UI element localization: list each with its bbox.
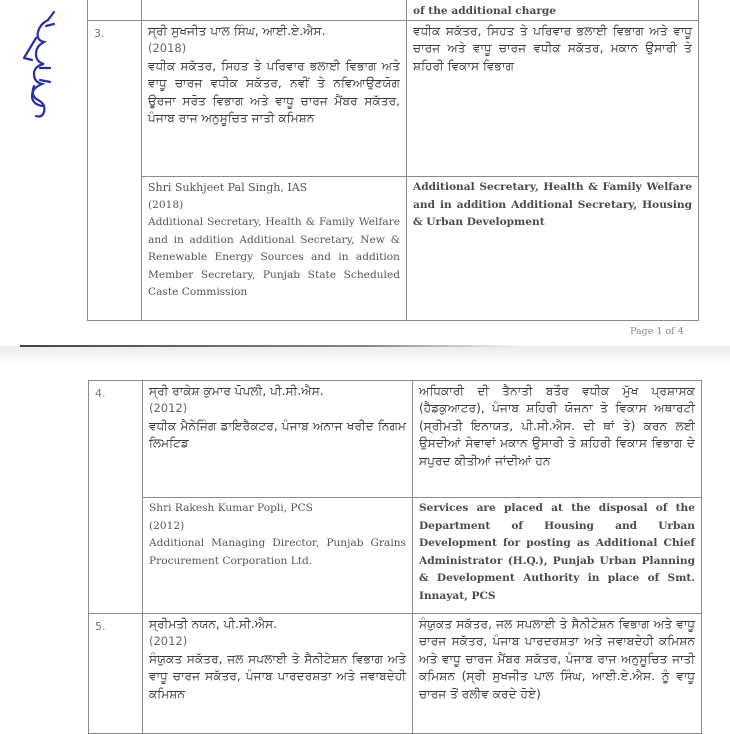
continued-posting-text: of the additional charge	[413, 4, 557, 17]
table-row-4-punjabi	[89, 381, 702, 498]
batch-year-pa: (2012)	[149, 634, 188, 649]
officer-name-en: Shri Sukhjeet Pal Singh, IAS	[148, 181, 308, 194]
batch-year-pa: (2018)	[148, 41, 187, 56]
table-row-continued	[88, 0, 699, 21]
page-gap	[0, 346, 730, 366]
document-page-1	[0, 0, 730, 348]
officer-name-en: Shri Rakesh Kumar Popli, PCS	[149, 502, 313, 514]
new-posting-en: Services are placed at the disposal of the Department of Housing and Urban Development for posting as Additional Chief Administrator (H.Q.), Punjab Urban Planning & Development Authority in place of Smt. Innayat, PCS	[419, 502, 695, 602]
current-posting-en: Additional Managing Director, Punjab Grains Procurement Corporation Ltd.	[149, 537, 406, 567]
row-number: 3.	[94, 27, 105, 40]
document-page-2	[0, 366, 730, 721]
transfer-table-page-1	[87, 0, 699, 321]
page-separator	[20, 345, 520, 347]
current-posting-en: Additional Secretary, Health & Family Welfare and in addition Additional Secretary, New & Renewable Energy Sources and in addition Member Secretary, Punjab State Scheduled Caste Commission	[148, 216, 400, 298]
current-posting-pa: ਵਧੀਕ ਸਕੱਤਰ, ਸਿਹਤ ਤੇ ਪਰਿਵਾਰ ਭਲਾਈ ਵਿਭਾਗ ਅਤੇ ਵਾਧੂ ਚਾਰਜ ਵਧੀਕ ਸਕੱਤਰ, ਨਵੀਂ ਤੇ ਨਵਿਆਉਣਯੋਗ ਊਰਜਾ ਸਰੋਤ ਵਿਭਾਗ ਅਤੇ ਵਾਧੂ ਚਾਰਜ ਮੈਂਬਰ ਸਕੱਤਰ, ਪੰਜਾਬ ਰਾਜ ਅਨੁਸੂਚਿਤ ਜਾਤੀ ਕਮਿਸ਼ਨ	[148, 58, 400, 126]
officer-name-pa: ਸ੍ਰੀ ਸੁਖਜੀਤ ਪਾਲ ਸਿੰਘ, ਆਈ.ਏ.ਐਸ.	[148, 24, 326, 38]
batch-year-pa: (2012)	[149, 401, 188, 416]
current-posting-pa: ਵਧੀਕ ਮੈਨੇਜਿੰਗ ਡਾਇਰੈਕਟਰ, ਪੰਜਾਬ ਅਨਾਜ ਖਰੀਦ ਨਿਗਮ ਲਿਮਟਿਡ	[149, 418, 406, 451]
transfer-table-page-2	[88, 380, 702, 734]
batch-year-en: (2012)	[149, 519, 185, 532]
table-row-4-english	[89, 498, 702, 614]
new-posting-pa: ਅਧਿਕਾਰੀ ਦੀ ਤੈਨਾਤੀ ਬਤੌਰ ਵਧੀਕ ਮੁੱਖ ਪ੍ਰਸ਼ਾਸਕ (ਹੈਡਕੁਆਟਰ), ਪੰਜਾਬ ਸ਼ਹਿਰੀ ਯੋਜਨਾ ਤੇ ਵਿਕਾਸ ਅਥਾਰਟੀ (ਸ੍ਰੀਮਤੀ ਇਨਾਯਤ, ਪੀ.ਸੀ.ਐਸ. ਦੀ ਥਾਂ ਤੇ) ਕਰਨ ਲਈ ਉਸਦੀਆਂ ਸੇਵਾਵਾਂ ਮਕਾਨ ਉਸਾਰੀ ਤੇ ਸ਼ਹਿਰੀ ਵਿਕਾਸ ਵਿਭਾਗ ਦੇ ਸਪੁਰਦ ਕੀਤੀਆਂ ਜਾਂਦੀਆਂ ਹਨ	[419, 384, 695, 468]
new-posting-pa: ਵਧੀਕ ਸਕੱਤਰ, ਸਿਹਤ ਤੇ ਪਰਿਵਾਰ ਭਲਾਈ ਵਿਭਾਗ ਅਤੇ ਵਾਧੂ ਚਾਰਜ ਅਤੇ ਵਾਧੂ ਚਾਰਜ ਵਧੀਕ ਸਕੱਤਰ, ਮਕਾਨ ਉਸਾਰੀ ਤੇ ਸ਼ਹਿਰੀ ਵਿਕਾਸ ਵਿਭਾਗ	[413, 24, 692, 73]
officer-name-pa: ਸ੍ਰੀਮਤੀ ਨਯਨ, ਪੀ.ਸੀ.ਐਸ.	[149, 617, 278, 631]
table-row-3-punjabi	[88, 21, 699, 177]
current-posting-pa: ਸੰਯੁਕਤ ਸਕੱਤਰ, ਜਲ ਸਪਲਾਈ ਤੇ ਸੈਨੀਟੇਸ਼ਨ ਵਿਭਾਗ ਅਤੇ ਵਾਧੂ ਚਾਰਜ ਸਕੱਤਰ, ਪੰਜਾਬ ਪਾਰਦਰਸ਼ਤਾ ਅਤੇ ਜਵਾਬਦੇਹੀ ਕਮਿਸ਼ਨ	[149, 651, 406, 701]
officer-name-pa: ਸ੍ਰੀ ਰਾਕੇਸ਼ ਕੁਮਾਰ ਪੋਪਲੀ, ਪੀ.ਸੀ.ਐਸ.	[149, 384, 324, 398]
row-number: 5.	[95, 620, 106, 633]
row-number: 4.	[95, 387, 106, 400]
new-posting-pa: ਸੰਯੁਕਤ ਸਕੱਤਰ, ਜਲ ਸਪਲਾਈ ਤੇ ਸੈਨੀਟੇਸ਼ਨ ਵਿਭਾਗ ਅਤੇ ਵਾਧੂ ਚਾਰਜ ਸਕੱਤਰ, ਪੰਜਾਬ ਪਾਰਦਰਸ਼ਤਾ ਅਤੇ ਜਵਾਬਦੇਹੀ ਕਮਿਸ਼ਨ ਅਤੇ ਵਾਧੂ ਚਾਰਜ ਮੈਂਬਰ ਸਕੱਤਰ, ਪੰਜਾਬ ਰਾਜ ਅਨੁਸੂਚਿਤ ਜਾਤੀ ਕਮਿਸ਼ਨ (ਸ੍ਰੀ ਸੁਖਜੀਤ ਪਾਲ ਸਿੰਘ, ਆਈ.ਏ.ਐਸ. ਨੂੰ ਵਾਧੂ ਚਾਰਜ ਤੋਂ ਰਲੀਵ ਕਰਦੇ ਹੋਏ)	[419, 617, 695, 701]
new-posting-en: Additional Secretary, Health & Family Welfare and in addition Additional Secretary, Housing & Urban Development	[413, 181, 692, 228]
page-number: Page 1 of 4	[630, 326, 684, 337]
batch-year-en: (2018)	[148, 198, 184, 211]
signature-icon	[18, 8, 58, 123]
table-row-3-english	[88, 177, 699, 321]
table-row-5-punjabi	[89, 614, 702, 734]
